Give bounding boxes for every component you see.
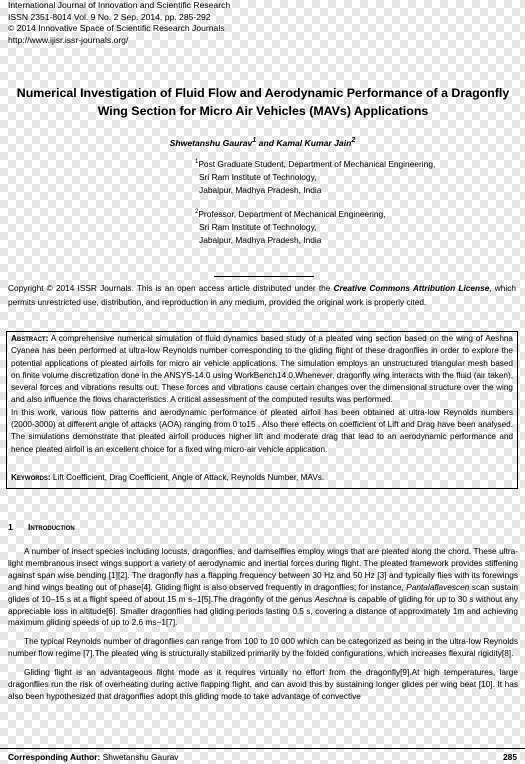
affiliation-1-line-1: Post Graduate Student, Department of Mechanical Engineering, <box>198 158 436 169</box>
author-2: Kamal Kumar Jain <box>276 137 352 148</box>
affiliation-2-line-2: Sri Ram Institute of Technology, <box>199 222 317 232</box>
intro-paragraph-3: Gliding flight is an advantageous flight mode as it requires virtually no effort from the dragonfly[9].At high temperatures, large dragonflies run the risk of overheating during active flapping flight, and can avoid this by sustaining longer glides per wing beat [10]. It has also been hypothesized that dragonflies adopt this gliding mode to take advantage of convective <box>8 667 518 701</box>
intro-p1-genus: Aeschna <box>314 593 347 604</box>
divider-rule <box>214 276 314 277</box>
abstract-text-2: In this work, various flow patterns and aerodynamic performance of pleated airfoil has been obtained at ultra-low Reynolds numbers (2000-3000) at different angle of attacks (AOA) ranging from 0 to15 . Also there effects on coefficient of Lift and Drag have been analysed. The simulations demonstrate that pleated airfoil produces higher lift and moderate drag that lead to an aerodynamic performance and hence pleated airfoil is an excellent choice for a fixed wing micro-air vehicle application. <box>11 407 513 454</box>
corresponding-author-name: Shwetanshu Gaurav <box>100 752 179 762</box>
section-number: 1 <box>8 522 13 532</box>
keywords <box>11 472 513 484</box>
intro-p1-part-c: is capable of gliding for up to 30 s without any appreciable loss in altitude[6]. Smaller dragonflies had gliding periods lasting 0.5 s, covering a distance of approximately 1m and achieving maximum gliding speeds of up to 2.6 ms−1[7]. <box>8 593 518 628</box>
paper-title: Numerical Investigation of Fluid Flow and Aerodynamic Performance of a Dragonfly Wing Section for Micro Air Vehicles (MAVs) Applications <box>16 86 510 118</box>
affiliation-2 <box>195 206 385 247</box>
affiliation-1-line-2: Sri Ram Institute of Technology, <box>199 172 317 182</box>
journal-name: International Journal of Innovation and Scientific Research <box>8 0 231 10</box>
keywords-list: Lift Coefficient, Drag Coefficient, Angle of Attack, Reynolds Number, MAVs. <box>50 472 325 482</box>
license-pre: Copyright © 2014 ISSR Journals. This is an open access article distributed under the <box>8 283 334 293</box>
journal-header <box>8 0 230 46</box>
abstract-box <box>6 331 518 489</box>
abstract-text-1: A comprehensive numerical simulation of fluid dynamics based study of a pleated wing section based on the wing of Aeshna Cyanea has been performed at ultra-low Reynolds number corresponding to the gliding flight of these dragonflies in order to explore the potential applications of pleated airfoils for micro air vehicle applications. The simulation employs an unstructured triangular mesh based on finite volume discretization done in the ANSYS-14.0 using WorkBench14.0.Whenever, dragonfly wing interacts with the fluid (air taken), several forces and vibrations results out. These forces and vibrations cause certain changes over the dimensional structure over the wing and also influence the flows characteristics. A critical assessment of the computed results was performed. <box>11 334 513 405</box>
abstract-paragraph-1 <box>11 333 513 407</box>
intro-p1-species: Pantalaflavescen <box>406 581 470 592</box>
author-conjunction: and <box>256 137 277 148</box>
corresponding-author <box>8 752 179 762</box>
license-name[interactable]: Creative Commons Attribution License <box>333 283 490 293</box>
affiliation-2-sup: 2 <box>195 209 199 215</box>
affiliation-1 <box>195 156 435 197</box>
keywords-label: Keywords: <box>11 472 51 482</box>
author-1: Shwetanshu Gaurav <box>169 137 253 148</box>
abstract-label: Abstract: <box>11 334 49 343</box>
corresponding-author-label: Corresponding Author: <box>8 752 101 762</box>
affiliation-1-line-3: Jabalpur, Madhya Pradesh, India <box>199 185 322 196</box>
journal-issn: ISSN 2351-8014 Vol. 9 No. 2 Sep. 2014, pp. 285-292 <box>8 11 211 22</box>
journal-copyright: © 2014 Innovative Space of Scientific Research Journals <box>8 23 225 34</box>
section-title: Introduction <box>28 522 75 532</box>
affiliation-2-line-1: Professor, Department of Mechanical Engineering, <box>198 208 386 219</box>
intro-paragraph-1 <box>8 546 518 629</box>
section-heading <box>8 522 75 532</box>
author-2-sup: 2 <box>351 136 356 144</box>
affiliation-1-sup: 1 <box>195 159 199 165</box>
author-1-sup: 1 <box>252 136 257 144</box>
page-number: 285 <box>503 752 517 762</box>
author-line <box>0 136 525 148</box>
intro-p1-part-a: A number of insect species including locusts, dragonflies, and damselflies employ wings that are pleated along the chord. These ultra-light membranous insect wings support a variety of aerodynamic and inertial forces during flight. The pleated framework provides stiffening against span wise bending [1][2]. The dragonfly has a flapping frequency between 30 Hz and 50 Hz [3] and typically flies with its forewings and hind wings beating out of phase[4]. Gliding flight is also observed frequently in dragonflies; for instance, <box>8 546 518 592</box>
license-notice <box>8 282 516 310</box>
license-post: , which permits unrestricted use, distribution, and reproduction in any medium, provided the original work is properly cited. <box>8 283 516 307</box>
intro-p1-part-b: scan sustain glides of 10–15 s at a flight speed of about 15 m s−1[5].The dragonfly of the genus <box>8 581 518 604</box>
journal-url[interactable]: http://www.ijisr.issr-journals.org/ <box>8 34 129 45</box>
intro-paragraph-2: The typical Reynolds number of dragonflies can range from 100 to 10 000 which can be categorized as being in the ultra-low Reynolds number flow regime [7].The pleated wing is structurally stabilized primarily by the folded configurations, which increases flexural rigidity[8]. <box>8 636 518 659</box>
introduction-body <box>8 546 518 710</box>
affiliation-2-line-3: Jabalpur, Madhya Pradesh, India <box>199 235 322 246</box>
